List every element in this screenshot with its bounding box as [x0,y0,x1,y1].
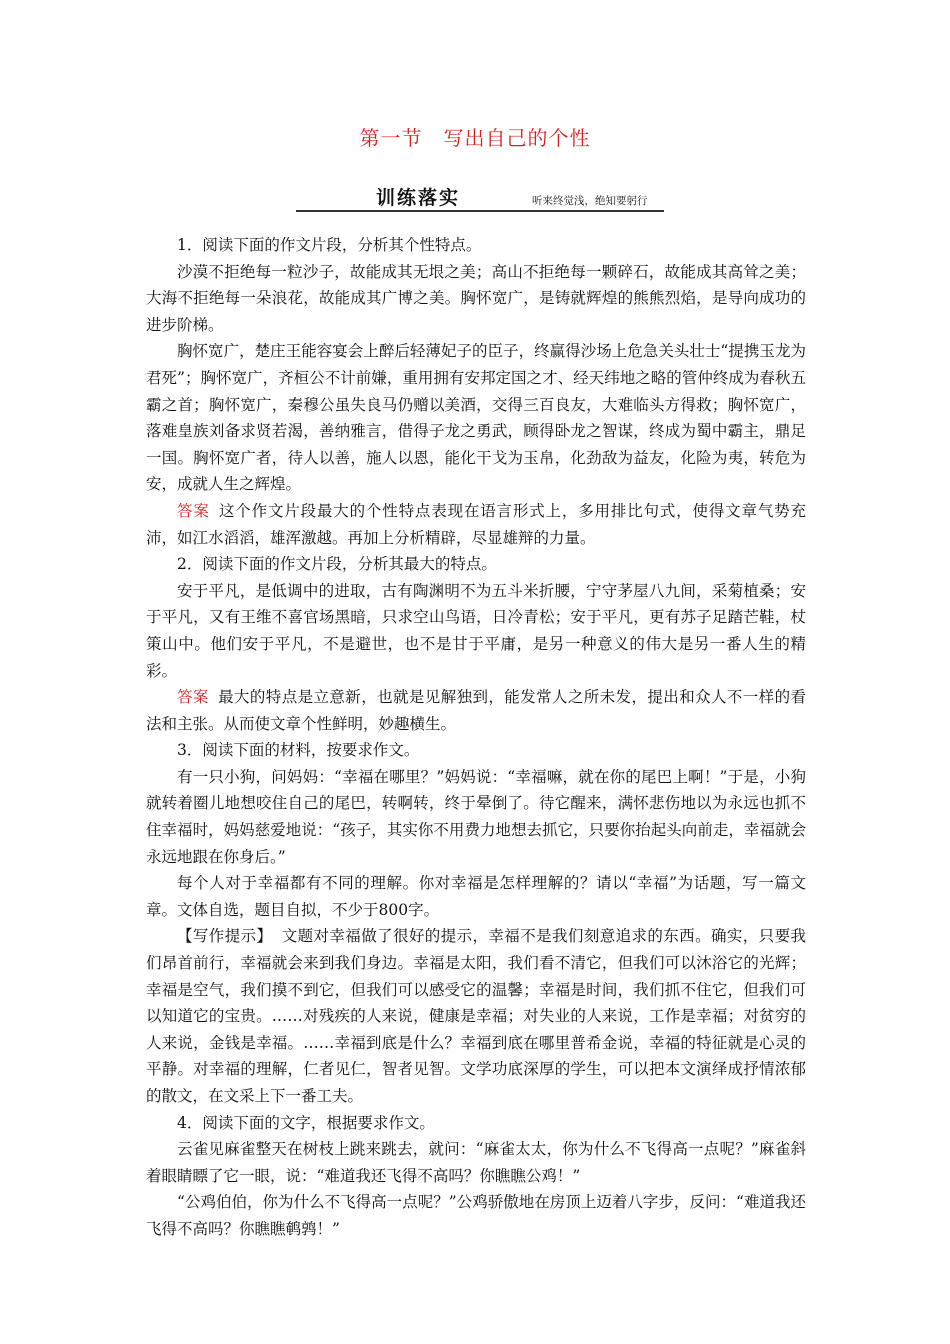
q1-answer-text: 这个作文片段最大的个性特点表现在语言形式上，多用排比句式，使得文章气势充沛，如江水滔滔，雄浑激越。再加上分析精辟，尽显雄辩的力量。 [146,501,806,547]
q3-passage-1: 有一只小狗，问妈妈：“幸福在哪里？”妈妈说：“幸福嘛，就在你的尾巴上啊！”于是，小狗就转着圈儿地想咬住自己的尾巴，转啊转，终于晕倒了。待它醒来，满怀悲伤地以为永远也抓不住幸福时，妈妈慈爱地说：“孩子，其实你不用费力地想去抓它，只要你抬起头向前走，幸福就会永远地跟在你身后。” [146,767,806,866]
q1-passage-2: 胸怀宽广，楚庄王能容宴会上醉后轻薄妃子的臣子，终赢得沙场上危急关头壮士“提携玉龙为君死”；胸怀宽广，齐桓公不计前嫌，重用拥有安邦定国之才、经天纬地之略的管仲终成为春秋五霸之首；胸怀宽广，秦穆公虽失良马仍赠以美酒，交得三百良友，大难临头方得救；胸怀宽广，落难皇族刘备求贤若渴，善纳雅言，借得子龙之勇武，顾得卧龙之智谋，终成为蜀中霸主，鼎足一国。胸怀宽广者，待人以善，施人以恩，能化干戈为玉帛，化劲敌为益友，化险为夷，转危为安，成就人生之辉煌。 [146,342,806,494]
q2-answer-text: 最大的特点是立意新，也就是见解独到，能发常人之所未发，提出和众人不一样的看法和主张。从而使文章个性鲜明，妙趣横生。 [146,688,806,733]
answer-label: 答案 [177,501,210,520]
q3-passage-2: 每个人对于幸福都有不同的理解。你对幸福是怎样理解的？请以“幸福”为话题，写一篇文章。文体自选，题目自拟，不少于800字。 [146,874,806,919]
tip-label: 【写作提示】 [177,927,273,946]
question-3: 3．阅读下面的材料，按要求作文。 [177,741,420,760]
question-1: 1．阅读下面的作文片段，分析其个性特点。 [177,236,482,254]
q4-passage-2: “公鸡伯伯，你为什么不飞得高一点呢？”公鸡骄傲地在房顶上迈着八字步，反问：“难道我还飞得不高吗？你瞧瞧鹌鹑！” [146,1193,806,1238]
question-4: 4．阅读下面的文字，根据要求作文。 [177,1113,435,1132]
training-banner [296,183,664,213]
q3-tip-text: 文题对幸福做了很好的提示，幸福不是我们刻意追求的东西。确实，只要我们昂首前行，幸福就会来到我们身边。幸福是太阳，我们看不清它，但我们可以沐浴它的光辉；幸福是空气，我们摸不到它，但我们可以感受它的温馨；幸福是时间，我们抓不住它，但我们可以知道它的宝贵。……对残疾的人来说，健康是幸福；对失业的人来说，工作是幸福；对贫穷的人来说，金钱是幸福。……幸福到底是什么？幸福到底在哪里普希金说，幸福的特征就是心灵的平静。对幸福的理解，仁者见仁，智者见智。文学功底深厚的学生，可以把本文演绎成抒情浓郁的散文，在文采上下一番工夫。 [146,927,806,1105]
q3-writing-tip [146,923,806,1109]
banner-motto: 听来终觉浅，绝知要躬行 [532,195,648,207]
q1-passage-1: 沙漠不拒绝每一粒沙子，故能成其无垠之美；高山不拒绝每一颗碎石，故能成其高耸之美；大海不拒绝每一朵浪花，故能成其广博之美。胸怀宽广，是铸就辉煌的熊熊烈焰，是导向成功的进步阶梯。 [146,262,806,334]
section-title: 第一节 写出自己的个性 [359,126,591,150]
banner-heading: 训练落实 [376,187,461,209]
q2-passage-1: 安于平凡，是低调中的进取，古有陶渊明不为五斗米折腰，宁守茅屋八九间，采菊植桑；安于平凡，又有王维不喜官场黑暗，只求空山鸟语，日冷青松；安于平凡，更有苏子足踏芒鞋，杖策山中。他们安于平凡，不是避世，也不是甘于平庸，是另一种意义的伟大是另一番人生的精彩。 [146,581,806,680]
question-2: 2．阅读下面的作文片段，分析其最大的特点。 [177,555,497,574]
q4-passage-1: 云雀见麻雀整天在树枝上跳来跳去，就问：“麻雀太太，你为什么不飞得高一点呢？”麻雀斜着眼睛瞟了它一眼，说：“难道我还飞得不高吗？你瞧瞧公鸡！” [146,1140,806,1185]
q1-answer [146,498,806,551]
banner-underline [296,210,664,212]
q2-answer [146,684,806,737]
answer-label: 答案 [177,688,209,707]
exercise-content [146,232,806,1243]
